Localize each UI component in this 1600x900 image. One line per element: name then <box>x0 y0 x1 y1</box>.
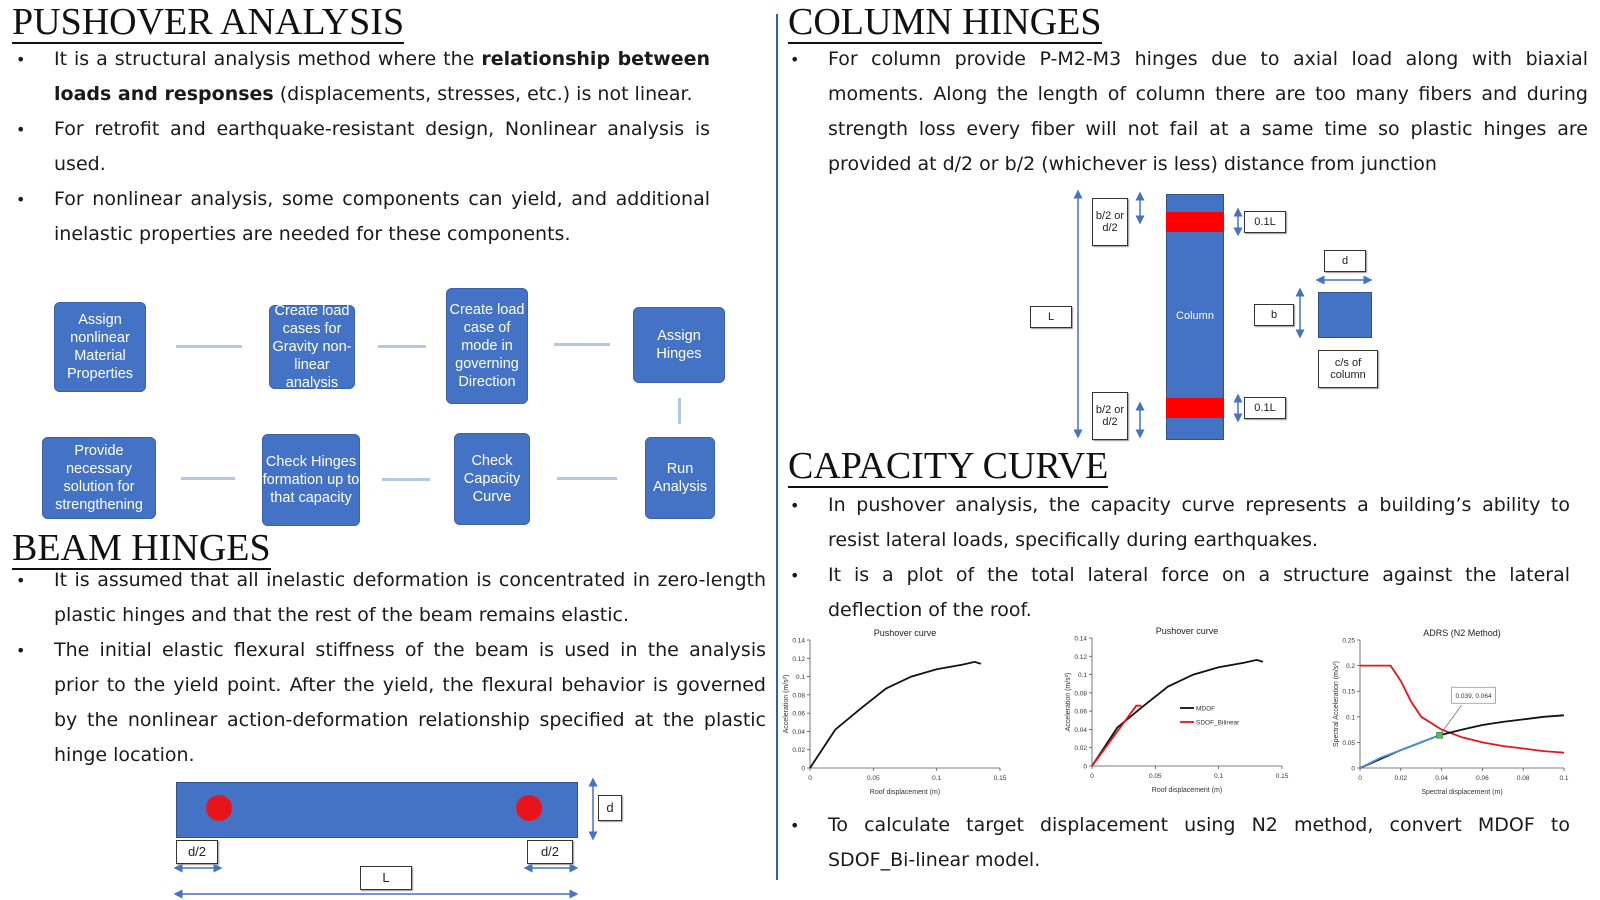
y-tick-label: 0.06 <box>1074 708 1087 716</box>
flow-connector <box>557 477 617 480</box>
x-tick-label: 0 <box>1358 775 1362 782</box>
y-tick-label: 0.04 <box>792 728 805 736</box>
beam-bullet-2: • The initial elastic flexural stiffness of the beam is used in the analysis prior to the yield point. After the yield, the flexural behavior is governed by the nonlinear action-deformation relationship specified at the plastic hinge location. <box>14 633 766 773</box>
y-tick-label: 0.1 <box>1077 672 1087 680</box>
y-tick-label: 0.12 <box>792 655 805 663</box>
pushover-heading: PUSHOVER ANALYSIS <box>12 1 405 43</box>
flow-box-gravity: Create load cases for Gravity non-linear analysis <box>269 305 355 389</box>
flow-connector <box>378 345 426 348</box>
y-tick-label: 0.08 <box>792 692 805 700</box>
flow-box-mode: Create load case of mode in governing Direction <box>446 288 528 404</box>
flow-connector <box>181 477 235 480</box>
flow-box-check-hinges: Check Hinges formation up to that capacity <box>262 434 360 526</box>
chart-pushover-1 <box>780 626 1040 806</box>
x-axis-label: Roof displacement (m) <box>1151 787 1223 794</box>
beam-label-L: L <box>360 866 412 890</box>
capacity-bullet-3: • To calculate target displacement using N2 method, convert MDOF to SDOF_Bi-linear model. <box>788 808 1570 878</box>
x-tick-label: 0.05 <box>1149 773 1162 780</box>
flow-connector <box>382 478 430 481</box>
flow-box-run: Run Analysis <box>645 437 715 519</box>
column-label-column: Column <box>1176 310 1214 322</box>
y-tick-label: 0.02 <box>792 747 805 755</box>
x-axis-label: Spectral displacement (m) <box>1421 789 1503 796</box>
pushover-bullet-2: • For retrofit and earthquake-resistant design, Nonlinear analysis is used. <box>14 112 710 182</box>
series-line-0 <box>810 662 981 768</box>
flow-box-strengthening: Provide necessary solution for strengthening <box>42 437 156 519</box>
capacity-bullets-2 <box>788 808 1570 878</box>
y-tick-label: 0.02 <box>1074 745 1087 753</box>
performance-point <box>1437 732 1443 738</box>
y-tick-label: 0.14 <box>792 637 805 645</box>
x-tick-label: 0 <box>808 775 812 782</box>
capacity-bullet-1: • In pushover analysis, the capacity curve represents a building’s ability to resist lateral loads, specifically during earthquakes. <box>788 488 1570 558</box>
pushover-b1-bold: relationship between loads and responses <box>54 48 711 105</box>
x-tick-label: 0.1 <box>1559 775 1569 782</box>
column-divider <box>776 14 778 880</box>
column-label-d: d <box>1324 250 1366 272</box>
beam-bullets <box>14 563 766 773</box>
capacity-heading: CAPACITY CURVE <box>788 445 1109 487</box>
pushover-bullet-1 <box>14 42 710 112</box>
flow-box-material: Assign nonlinear Material Properties <box>54 302 146 392</box>
beam-heading: BEAM HINGES <box>12 527 271 569</box>
chart-3-svg <box>1330 626 1592 806</box>
column-bullets <box>788 42 1588 182</box>
y-tick-label: 0 <box>1351 765 1355 773</box>
y-tick-label: 0.25 <box>1342 637 1355 645</box>
flow-box-capacity: Check Capacity Curve <box>454 433 530 525</box>
x-tick-label: 0.04 <box>1435 775 1448 782</box>
chart-adrs <box>1330 626 1592 806</box>
y-tick-label: 0.05 <box>1342 739 1355 747</box>
y-axis-label: Spectral Acceleration (m/s²) <box>1333 661 1340 747</box>
y-tick-label: 0.06 <box>792 710 805 718</box>
capacity-bullets <box>788 488 1570 628</box>
beam-label-d: d <box>598 795 622 821</box>
column-label-L: L <box>1030 306 1072 328</box>
beam-label-d2-right: d/2 <box>527 840 573 864</box>
legend-label: MDOF <box>1196 705 1216 713</box>
chart-title: ADRS (N2 Method) <box>1423 628 1501 638</box>
pushover-bullet-3: • For nonlinear analysis, some components can yield, and additional inelastic properties are needed for these components. <box>14 182 710 252</box>
y-tick-label: 0.04 <box>1074 726 1087 734</box>
series-line-mdof <box>1092 660 1263 766</box>
x-tick-label: 0.05 <box>867 775 880 782</box>
y-axis-label: Acceleration (m/s²) <box>1065 672 1072 732</box>
beam-bullet-1: • It is assumed that all inelastic deformation is concentrated in zero-length plastic hinges and that the rest of the beam remains elastic. <box>14 563 766 633</box>
y-tick-label: 0.12 <box>1074 653 1087 661</box>
column-label-b2-top: b/2 or d/2 <box>1092 198 1128 246</box>
column-label-01L-top: 0.1L <box>1244 211 1286 233</box>
flow-box-hinges: Assign Hinges <box>633 307 725 383</box>
y-tick-label: 0.08 <box>1074 690 1087 698</box>
chart-pushover-2 <box>1062 624 1322 806</box>
x-tick-label: 0.15 <box>993 775 1007 782</box>
x-tick-label: 0.1 <box>1214 773 1224 780</box>
column-heading: COLUMN HINGES <box>788 1 1102 43</box>
y-tick-label: 0 <box>1083 763 1087 771</box>
x-tick-label: 0.06 <box>1476 775 1489 782</box>
x-axis-label: Roof displacement (m) <box>869 789 941 796</box>
column-label-01L-bottom: 0.1L <box>1244 397 1286 419</box>
series-line-0 <box>1360 666 1564 753</box>
x-tick-label: 0.15 <box>1275 773 1289 780</box>
flow-connector <box>176 345 242 348</box>
y-axis-label: Acceleration (m/s²) <box>783 674 790 734</box>
flow-connector <box>554 343 610 346</box>
beam-label-d2-left: d/2 <box>176 840 218 864</box>
legend-label: SDOF_Bilinear <box>1196 719 1240 727</box>
pushover-bullets <box>14 42 710 252</box>
chart-title: Pushover curve <box>1155 626 1219 636</box>
y-tick-label: 0.1 <box>795 674 805 682</box>
chart-2-svg <box>1062 624 1322 806</box>
column-label-cs: c/s of column <box>1318 350 1378 388</box>
pushover-b1-post: (displacements, stresses, etc.) is not linear. <box>273 83 693 105</box>
y-tick-label: 0.2 <box>1345 663 1355 671</box>
x-tick-label: 0.08 <box>1516 775 1530 782</box>
column-bullet-1: • For column provide P-M2-M3 hinges due to axial load along with biaxial moments. Along the length of column there are too many fibers and during strength loss every fiber will not fail at a same time so plastic hinges are provided at d/2 or b/2 (whichever is less) distance from junction <box>788 42 1588 182</box>
y-tick-label: 0 <box>801 765 805 773</box>
chart-1-svg <box>780 626 1040 806</box>
annotation-text: 0.039, 0.064 <box>1455 693 1492 701</box>
series-line-1 <box>1360 715 1564 768</box>
y-tick-label: 0.1 <box>1345 714 1355 722</box>
y-tick-label: 0.15 <box>1342 688 1355 696</box>
chart-title: Pushover curve <box>873 628 937 638</box>
x-tick-label: 0 <box>1090 773 1094 780</box>
column-label-b: b <box>1254 304 1294 326</box>
pushover-b1-text: It is a structural analysis method where the <box>54 48 482 70</box>
y-tick-label: 0.14 <box>1074 635 1087 643</box>
column-label-b2-bottom: b/2 or d/2 <box>1092 392 1128 440</box>
flow-connector <box>678 398 681 424</box>
x-tick-label: 0.02 <box>1394 775 1408 782</box>
column-cross-section <box>1318 292 1372 338</box>
x-tick-label: 0.1 <box>932 775 942 782</box>
capacity-bullet-2: • It is a plot of the total lateral force on a structure against the lateral deflection of the roof. <box>788 558 1570 628</box>
